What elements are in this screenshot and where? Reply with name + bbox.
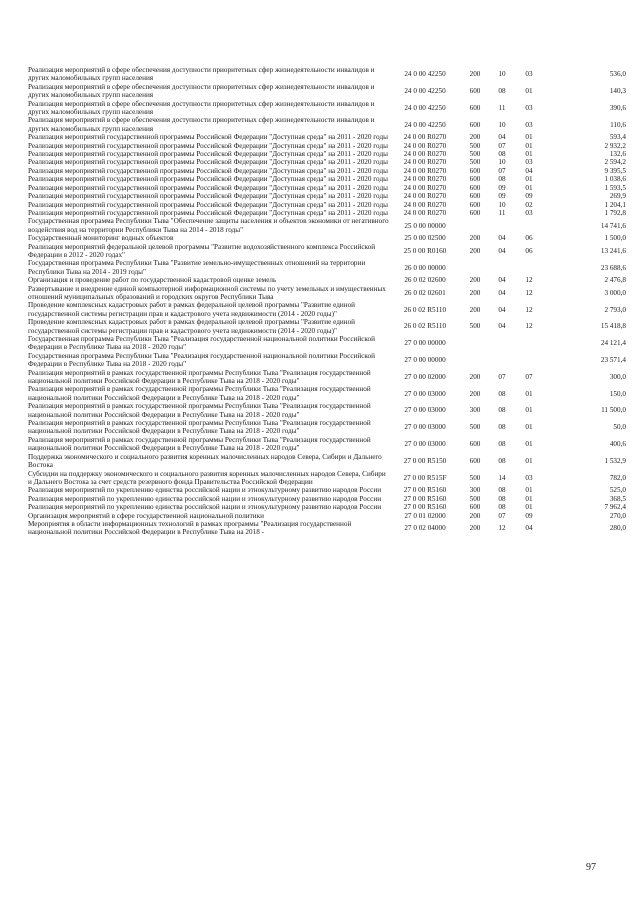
table-row <box>28 243 626 260</box>
row-target-code: 26 0 02 02601 <box>404 288 446 297</box>
table-row <box>28 133 626 141</box>
row-target-code: 24 0 00 R0270 <box>403 200 447 209</box>
row-amount: 24 121,4 <box>600 339 626 348</box>
row-target-code: 27 0 00 00000 <box>404 339 446 348</box>
row-name: Мероприятия в области информационных технологий в рамках программы "Реализация государственной национальной политики Российской Федерации в Республике Тыва на 2018 - <box>28 519 352 537</box>
row-expense-type: 300 <box>469 486 481 495</box>
row-expense-type: 600 <box>469 192 481 201</box>
row-target-code: 27 0 00 R5150 <box>403 456 447 465</box>
row-amount: 11 500,0 <box>601 406 626 415</box>
row-name: Реализация мероприятий по укреплению единства российской нации и этнокультурному развитию народов России <box>28 494 382 503</box>
row-target-code: 26 0 00 00000 <box>404 263 446 272</box>
row-expense-type: 500 <box>469 473 481 482</box>
row-name: Организация и проведение работ по государственной кадастровой оценке земель <box>28 276 277 285</box>
row-target-code: 24 0 00 R0270 <box>403 141 447 150</box>
row-amount: 23 571,4 <box>600 356 626 365</box>
row-subsection: 01 <box>525 486 533 495</box>
row-amount: 7 962,4 <box>604 503 626 512</box>
table-row <box>28 150 626 158</box>
row-subsection: 06 <box>525 246 533 255</box>
row-subsection: 01 <box>525 423 533 432</box>
row-target-code: 27 0 00 R5160 <box>403 486 447 495</box>
row-expense-type: 200 <box>469 276 481 285</box>
row-name: Реализация мероприятий федеральной целевой программы "Развитие водохозяйственного комплекса Российской Федерации в 2012 - 2020 годах" <box>28 242 376 259</box>
table-row <box>28 301 626 318</box>
row-expense-type: 200 <box>469 372 481 381</box>
row-target-code: 24 0 00 R0270 <box>403 133 447 142</box>
row-target-code: 24 0 00 R0270 <box>403 183 447 192</box>
row-subsection: 01 <box>525 87 533 96</box>
row-name: Государственная программа Республики Тыва "Развитие земельно-имущественных отношений на территории Республики Тыва на 2014 - 2019 годы" <box>28 259 366 276</box>
row-amount: 536,0 <box>609 70 626 79</box>
row-section: 08 <box>498 423 506 432</box>
table-row <box>28 259 626 276</box>
row-expense-type: 200 <box>469 246 481 255</box>
page-number: 97 <box>586 862 596 873</box>
row-expense-type: 200 <box>469 305 481 314</box>
row-target-code: 25 0 00 00000 <box>404 221 446 230</box>
row-amount: 3 000,0 <box>604 288 626 297</box>
table-row <box>28 209 626 217</box>
row-target-code: 27 0 00 R5160 <box>403 494 447 503</box>
row-subsection: 09 <box>525 192 533 201</box>
table-row <box>28 234 626 242</box>
row-section <box>490 259 514 276</box>
table-row <box>28 201 626 209</box>
row-section: 08 <box>498 406 506 415</box>
table-row <box>28 352 626 369</box>
row-target-code: 27 0 00 03000 <box>404 406 446 415</box>
table-row <box>28 335 626 352</box>
row-expense-type: 600 <box>469 208 481 217</box>
row-section <box>490 352 514 369</box>
table-row <box>28 276 626 284</box>
row-name: Государственный мониторинг водных объектов <box>28 234 174 243</box>
table-row <box>28 520 626 537</box>
row-name: Реализация мероприятий в сфере обеспечения доступности приоритетных сфер жизнедеятельности инвалидов и других маломобильных групп населения <box>28 66 375 83</box>
row-subsection: 03 <box>525 103 533 112</box>
row-subsection <box>514 217 544 234</box>
row-section: 14 <box>498 473 506 482</box>
row-expense-type: 600 <box>469 175 481 184</box>
row-target-code: 27 0 02 04000 <box>404 524 446 533</box>
row-target-code: 24 0 00 R0270 <box>403 208 447 217</box>
row-section: 10 <box>498 200 506 209</box>
row-name: Организация мероприятий в сфере государственной национальной политики <box>28 511 264 520</box>
row-expense-type <box>460 217 490 234</box>
table-row <box>28 402 626 419</box>
row-target-code: 24 0 00 R0270 <box>403 175 447 184</box>
row-subsection <box>514 352 544 369</box>
row-subsection: 01 <box>525 133 533 142</box>
table-row <box>28 419 626 436</box>
row-subsection: 01 <box>525 503 533 512</box>
row-amount: 1 532,9 <box>604 456 626 465</box>
row-section: 08 <box>498 87 506 96</box>
row-section: 09 <box>498 183 506 192</box>
row-expense-type: 600 <box>469 183 481 192</box>
row-expense-type: 600 <box>469 120 481 129</box>
row-amount: 269,9 <box>609 192 626 201</box>
row-target-code: 26 0 02 R5110 <box>403 322 447 331</box>
table-row <box>28 192 626 200</box>
row-amount: 2 476,8 <box>604 276 626 285</box>
row-section: 10 <box>498 70 506 79</box>
row-target-code: 24 0 00 42250 <box>404 120 446 129</box>
row-amount: 150,0 <box>609 389 626 398</box>
row-section: 04 <box>498 322 506 331</box>
row-amount: 300,0 <box>609 372 626 381</box>
row-target-code: 24 0 00 42250 <box>404 103 446 112</box>
row-subsection <box>514 335 544 352</box>
row-expense-type: 200 <box>469 511 481 520</box>
row-section: 07 <box>498 141 506 150</box>
row-subsection: 03 <box>525 208 533 217</box>
row-subsection: 03 <box>525 473 533 482</box>
table-row <box>28 167 626 175</box>
row-section: 08 <box>498 150 506 159</box>
row-expense-type: 200 <box>469 288 481 297</box>
table-row <box>28 486 626 494</box>
row-amount: 525,0 <box>609 486 626 495</box>
row-name: Реализация мероприятий в рамках государственной программы Республики Тыва "Реализация государственной национальной политики Российской Федерации в Республике Тыва на 2018 - 2020 годы" <box>28 385 371 402</box>
row-subsection: 09 <box>525 511 533 520</box>
row-target-code: 27 0 00 03000 <box>404 440 446 449</box>
row-section: 10 <box>498 120 506 129</box>
row-section: 07 <box>498 372 506 381</box>
row-target-code: 27 0 00 R5160 <box>403 503 447 512</box>
row-amount: 13 241,6 <box>600 246 626 255</box>
row-section: 08 <box>498 175 506 184</box>
row-amount: 15 418,8 <box>600 322 626 331</box>
table-row <box>28 385 626 402</box>
row-amount: 280,0 <box>609 524 626 533</box>
row-expense-type <box>460 335 490 352</box>
row-name: Реализация мероприятий государственной программы Российской Федерации "Доступная среда" на 2011 - 2020 годы <box>28 141 388 150</box>
row-section: 12 <box>498 524 506 533</box>
row-expense-type: 600 <box>469 503 481 512</box>
table-row <box>28 175 626 183</box>
row-expense-type: 600 <box>469 103 481 112</box>
row-subsection: 03 <box>525 120 533 129</box>
table-row <box>28 66 626 83</box>
table-row <box>28 369 626 386</box>
row-name: Государственная программа Республики Тыва "Обеспечение защиты населения и объектов экономики от негативного воздействия вод на территории Республики Тыва на 2014 - 2018 годы" <box>28 217 389 234</box>
row-target-code: 27 0 00 00000 <box>404 356 446 365</box>
row-section: 08 <box>498 503 506 512</box>
row-name: Реализация мероприятий в рамках государственной программы Республики Тыва "Реализация государственной национальной политики Российской Федерации в Республике Тыва на 2018 - 2020 годы" <box>28 435 371 453</box>
row-subsection: 01 <box>525 389 533 398</box>
row-target-code: 25 0 00 02500 <box>404 234 446 243</box>
row-expense-type: 500 <box>469 150 481 159</box>
row-name: Реализация мероприятий государственной программы Российской Федерации "Доступная среда" на 2011 - 2020 годы <box>28 150 388 159</box>
row-name: Реализация мероприятий государственной программы Российской Федерации "Доступная среда" на 2011 - 2020 годы <box>28 166 388 175</box>
row-expense-type: 500 <box>469 141 481 150</box>
table-row <box>28 285 626 302</box>
row-amount: 782,0 <box>609 473 626 482</box>
row-expense-type <box>460 259 490 276</box>
row-amount: 270,0 <box>609 511 626 520</box>
row-amount: 2 793,0 <box>604 305 626 314</box>
table-row <box>28 184 626 192</box>
row-subsection <box>514 259 544 276</box>
row-subsection: 12 <box>525 322 533 331</box>
row-target-code: 24 0 00 R0270 <box>403 192 447 201</box>
table-row <box>28 470 626 487</box>
row-name: Реализация мероприятий государственной программы Российской Федерации "Доступная среда" на 2011 - 2020 годы <box>28 183 388 192</box>
row-section: 04 <box>498 276 506 285</box>
row-section: 08 <box>498 389 506 398</box>
row-subsection: 07 <box>525 372 533 381</box>
row-amount: 110,6 <box>610 120 626 129</box>
row-expense-type: 500 <box>469 322 481 331</box>
row-subsection: 01 <box>525 494 533 503</box>
row-expense-type: 600 <box>469 87 481 96</box>
row-target-code: 27 0 00 03000 <box>404 423 446 432</box>
budget-allocation-table <box>28 66 626 537</box>
table-row <box>28 158 626 166</box>
table-body <box>28 66 626 537</box>
row-subsection: 01 <box>525 406 533 415</box>
row-amount: 1 792,8 <box>604 208 626 217</box>
row-section: 04 <box>498 133 506 142</box>
row-section: 10 <box>498 158 506 167</box>
row-amount: 368,5 <box>609 494 626 503</box>
row-name: Государственная программа Республики Тыва "Реализация государственной национальной политики Российской Федерации в Республике Тыва на 2018 - 2020 годы" <box>28 335 375 352</box>
row-section: 07 <box>498 511 506 520</box>
table-row <box>28 436 626 453</box>
row-name: Реализация мероприятий в сфере обеспечения доступности приоритетных сфер жизнедеятельности инвалидов и других маломобильных групп населения <box>28 82 375 100</box>
row-amount: 1 500,0 <box>604 234 626 243</box>
row-name: Реализация мероприятий государственной программы Российской Федерации "Доступная среда" на 2011 - 2020 годы <box>28 200 388 209</box>
row-amount: 50,0 <box>613 423 626 432</box>
row-amount: 1 204,1 <box>604 200 626 209</box>
row-target-code: 27 0 00 03000 <box>404 389 446 398</box>
table-row <box>28 318 626 335</box>
row-target-code: 24 0 00 42250 <box>404 87 446 96</box>
row-target-code: 25 0 00 R0160 <box>403 246 447 255</box>
row-expense-type: 500 <box>469 494 481 503</box>
row-amount: 132,6 <box>609 150 626 159</box>
table-row <box>28 100 626 117</box>
row-amount: 400,6 <box>609 440 626 449</box>
row-section: 04 <box>498 305 506 314</box>
table-row <box>28 116 626 133</box>
row-section: 11 <box>498 208 506 217</box>
row-amount: 1 038,6 <box>604 175 626 184</box>
row-name: Реализация мероприятий государственной программы Российской Федерации "Доступная среда" на 2011 - 2020 годы <box>28 175 388 184</box>
table-row <box>28 453 626 470</box>
row-name: Проведение комплексных кадастровых работ в рамках федеральной целевой программы "Развитие единой государственной системы регистрации прав и кадастрового учета недвижимости (2014 - 2020 годы)" <box>28 318 356 335</box>
row-name: Субсидии на поддержку экономического и социального развития коренных малочисленных народов Севера, Сибири и Дальнего Востока за счет средств резервного фонда Правительства Российской Федерации <box>28 469 386 486</box>
row-subsection: 01 <box>525 175 533 184</box>
row-subsection: 06 <box>525 234 533 243</box>
row-amount: 2 932,2 <box>604 141 626 150</box>
row-section: 04 <box>498 246 506 255</box>
row-expense-type: 600 <box>469 440 481 449</box>
row-subsection: 03 <box>525 158 533 167</box>
row-expense-type: 200 <box>469 133 481 142</box>
row-section: 04 <box>498 234 506 243</box>
row-subsection: 01 <box>525 440 533 449</box>
table-row <box>28 142 626 150</box>
row-expense-type: 200 <box>469 70 481 79</box>
row-subsection: 04 <box>525 524 533 533</box>
row-subsection: 01 <box>525 150 533 159</box>
row-subsection: 03 <box>525 70 533 79</box>
row-subsection: 01 <box>525 141 533 150</box>
row-expense-type: 600 <box>469 456 481 465</box>
row-amount: 593,4 <box>609 133 626 142</box>
row-section: 09 <box>498 192 506 201</box>
table-row <box>28 217 626 234</box>
row-subsection: 12 <box>525 305 533 314</box>
row-section <box>490 217 514 234</box>
row-subsection: 01 <box>525 183 533 192</box>
row-name: Поддержка экономического и социального развития коренных малочисленных народов Севера, Сибири и Дальнего Востока <box>28 452 382 470</box>
row-name: Развертывание и внедрение единой компьютерной информационной системы по учету земельных и имущественных отношений муниципальных образований и городских округов Республики Тыва <box>28 284 386 301</box>
row-section: 11 <box>498 103 506 112</box>
row-expense-type: 500 <box>469 158 481 167</box>
row-subsection: 01 <box>525 456 533 465</box>
row-target-code: 24 0 00 R0270 <box>403 150 447 159</box>
row-section: 08 <box>498 494 506 503</box>
row-expense-type <box>460 352 490 369</box>
row-target-code: 24 0 00 42250 <box>404 70 446 79</box>
row-name: Реализация мероприятий по укреплению единства российской нации и этнокультурному развитию народов России <box>28 503 382 512</box>
row-target-code: 26 0 02 02600 <box>404 276 446 285</box>
row-amount: 390,6 <box>609 103 626 112</box>
row-name: Проведение комплексных кадастровых работ в рамках федеральной целевой программы "Развитие единой государственной системы регистрации прав и кадастрового учета недвижимости (2014 - 2020 годы)" <box>28 301 356 318</box>
row-amount: 14 741,6 <box>600 221 626 230</box>
row-name: Реализация мероприятий государственной программы Российской Федерации "Доступная среда" на 2011 - 2020 годы <box>28 192 388 201</box>
row-expense-type: 200 <box>469 524 481 533</box>
row-name: Реализация мероприятий в рамках государственной программы Республики Тыва "Реализация государственной национальной политики Российской Федерации в Республике Тыва на 2018 - 2020 годы" <box>28 419 371 436</box>
table-row <box>28 503 626 511</box>
row-section: 04 <box>498 288 506 297</box>
row-name: Реализация мероприятий в сфере обеспечения доступности приоритетных сфер жизнедеятельности инвалидов и других маломобильных групп населения <box>28 99 375 117</box>
row-amount: 1 593,5 <box>604 183 626 192</box>
row-section <box>490 335 514 352</box>
table-row <box>28 495 626 503</box>
row-name: Реализация мероприятий в сфере обеспечения доступности приоритетных сфер жизнедеятельности инвалидов и других маломобильных групп населения <box>28 116 375 133</box>
row-expense-type: 600 <box>469 166 481 175</box>
row-target-code: 24 0 00 R0270 <box>403 158 447 167</box>
table-row <box>28 83 626 100</box>
row-section: 07 <box>498 166 506 175</box>
row-name: Реализация мероприятий государственной программы Российской Федерации "Доступная среда" на 2011 - 2020 годы <box>28 158 388 167</box>
row-target-code: 27 0 00 02000 <box>404 372 446 381</box>
row-subsection: 04 <box>525 166 533 175</box>
row-name: Реализация мероприятий государственной программы Российской Федерации "Доступная среда" на 2011 - 2020 годы <box>28 208 388 217</box>
row-expense-type: 200 <box>469 389 481 398</box>
row-name: Реализация мероприятий в рамках государственной программы Республики Тыва "Реализация государственной национальной политики Российской Федерации в Республике Тыва на 2018 - 2020 годы" <box>28 368 371 386</box>
row-expense-type: 500 <box>469 423 481 432</box>
row-section: 08 <box>498 440 506 449</box>
row-expense-type: 300 <box>469 406 481 415</box>
row-name: Государственная программа Республики Тыва "Реализация государственной национальной политики Российской Федерации в Республике Тыва на 2018 - 2020 годы" <box>28 351 375 369</box>
row-amount: 2 594,2 <box>604 158 626 167</box>
row-subsection: 12 <box>525 288 533 297</box>
row-expense-type: 600 <box>469 200 481 209</box>
row-subsection: 02 <box>525 200 533 209</box>
table-row <box>28 512 626 520</box>
row-amount: 23 688,6 <box>600 263 626 272</box>
row-amount: 9 395,5 <box>604 166 626 175</box>
row-name: Реализация мероприятий по укреплению единства российской нации и этнокультурному развитию народов России <box>28 486 382 495</box>
row-section: 08 <box>498 456 506 465</box>
row-name: Реализация мероприятий в рамках государственной программы Республики Тыва "Реализация государственной национальной политики Российской Федерации в Республике Тыва на 2018 - 2020 годы" <box>28 402 371 419</box>
row-expense-type: 200 <box>469 234 481 243</box>
row-name: Реализация мероприятий государственной программы Российской Федерации "Доступная среда" на 2011 - 2020 годы <box>28 133 388 142</box>
row-section: 08 <box>498 486 506 495</box>
row-amount: 140,3 <box>609 87 626 96</box>
row-subsection: 12 <box>525 276 533 285</box>
row-target-code: 24 0 00 R0270 <box>403 166 447 175</box>
row-target-code: 27 0 00 R515F <box>403 473 447 482</box>
row-target-code: 26 0 02 R5110 <box>403 305 447 314</box>
row-target-code: 27 0 01 02000 <box>404 511 446 520</box>
